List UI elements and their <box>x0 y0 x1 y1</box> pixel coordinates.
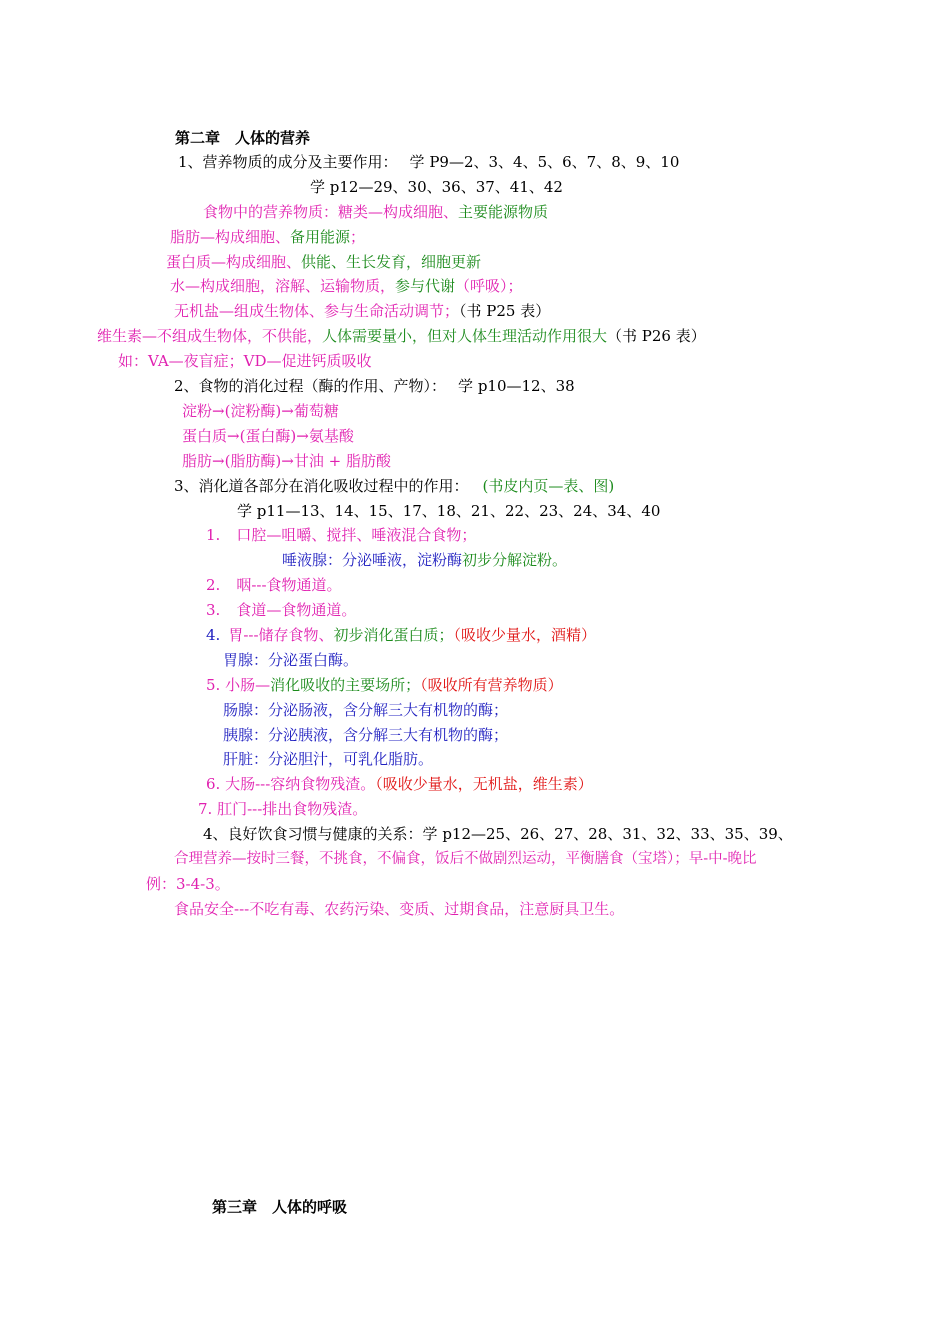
fat-role-a: 脂肪—构成细胞、 <box>170 228 291 246</box>
mouth-role: 口腔—咀嚼、搅拌、唾液混合食物； <box>236 526 477 544</box>
vitamin-line <box>97 326 706 346</box>
saliva-role-b: 初步分解淀粉。 <box>462 551 568 569</box>
mouth-line <box>206 525 476 545</box>
protein-digestion: 蛋白质→(蛋白酶)→氨基酸 <box>182 427 354 445</box>
sugar-role-b: 主要能源物质 <box>458 203 549 221</box>
stomach-absorb: （吸收少量水，酒精） <box>453 626 597 644</box>
esophagus-line <box>206 600 356 620</box>
section-2-refs: 学 p10—12、38 <box>458 377 575 395</box>
water-role-b: 参与代谢 <box>395 277 456 295</box>
food-nutrients-line <box>203 202 548 222</box>
chapter-3-title: 第三章 人体的呼吸 <box>212 1198 348 1216</box>
fat-role-b: 备用能源 <box>290 228 351 246</box>
small-intestine-a: 5. 小肠— <box>206 676 271 694</box>
large-intestine-line <box>206 774 593 794</box>
food-intro: 食物中的营养物质： <box>203 203 339 221</box>
section-3-refs: 学 p11—13、14、15、17、18、21、22、23、24、34、40 <box>237 502 661 520</box>
reasonable-nutrition-a: 合理营养—按时三餐，不挑食，不偏食，饭后不做剧烈运动，平衡膳食（宝塔）；早-中-晚比 <box>174 851 757 867</box>
mineral-role: 无机盐—组成生物体、参与生命活动调节； <box>174 302 460 320</box>
esophagus-role: 食道—食物通道。 <box>236 601 357 619</box>
starch-digestion: 淀粉→(淀粉酶)→葡萄糖 <box>182 402 339 420</box>
fat-role-c: ； <box>350 228 366 246</box>
water-role-c: （呼吸）； <box>455 277 523 295</box>
reasonable-nutrition-b: 例：3-4-3。 <box>146 875 230 893</box>
stomach-line <box>206 625 596 645</box>
section-1-heading: 1、营养物质的成分及主要作用： <box>178 153 398 171</box>
pharynx-number: 2. <box>206 576 221 594</box>
pharynx-line <box>206 575 342 595</box>
large-intestine-absorb: （吸收少量水，无机盐，维生素） <box>375 775 593 793</box>
section-3-line <box>174 476 614 496</box>
protein-role-a: 蛋白质—构成细胞、 <box>166 253 302 271</box>
stomach-role-a: 胃---储存食物、 <box>228 626 334 644</box>
vitamin-role-a: 维生素—不组成生物体，不供能， <box>97 327 323 345</box>
chapter-title: 第二章 人体的营养 <box>175 129 311 147</box>
pharynx-role: 咽---食物通道。 <box>236 576 342 594</box>
protein-role-b: 供能、生长发育，细胞更新 <box>301 253 482 271</box>
mineral-line <box>174 301 550 321</box>
saliva-line <box>282 550 567 570</box>
vitamin-role-b: 人体需要量小，但对人体生理活动作用很大 <box>322 327 608 345</box>
intestinal-gland: 肠腺：分泌肠液，含分解三大有机物的酶； <box>223 701 509 719</box>
mouth-number: 1. <box>206 526 221 544</box>
section-2-line <box>174 376 575 396</box>
sugar-role-a: 糖类—构成细胞、 <box>338 203 459 221</box>
liver: 肝脏：分泌胆汁，可乳化脂肪。 <box>223 750 434 768</box>
water-role-a: 水—构成细胞，溶解、运输物质， <box>170 277 396 295</box>
small-intestine-line <box>206 675 563 695</box>
section-4-heading: 4、良好饮食习惯与健康的关系：学 p12—25、26、27、28、31、32、33、35、39、 <box>203 825 793 843</box>
fat-digestion: 脂肪→(脂肪酶)→甘油 + 脂肪酸 <box>182 452 391 470</box>
vitamin-example: 如：VA—夜盲症；VD—促进钙质吸收 <box>118 352 372 370</box>
anus-line: 7. 肛门---排出食物残渣。 <box>198 800 368 818</box>
esophagus-number: 3. <box>206 601 221 619</box>
mineral-ref: （书 P25 表） <box>459 302 551 320</box>
gastric-gland: 胃腺：分泌蛋白酶。 <box>223 651 359 669</box>
section-1-line <box>178 152 679 172</box>
section-1-refs-b: 学 p12—29、30、36、37、41、42 <box>310 178 563 196</box>
pancreas: 胰腺：分泌胰液，含分解三大有机物的酶； <box>223 726 509 744</box>
saliva-role-a: 唾液腺：分泌唾液，淀粉酶 <box>282 551 463 569</box>
section-1-refs-a: 学 P9—2、3、4、5、6、7、8、9、10 <box>409 153 680 171</box>
water-line <box>170 276 523 296</box>
small-intestine-absorb: （吸收所有营养物质） <box>420 676 563 694</box>
small-intestine-b: 消化吸收的主要场所； <box>270 676 421 694</box>
fat-line <box>170 227 365 247</box>
large-intestine-a: 6. 大肠---容纳食物残渣。 <box>206 775 376 793</box>
food-safety: 食品安全---不吃有毒、农药污染、变质、过期食品，注意厨具卫生。 <box>174 900 625 918</box>
stomach-role-b: 初步消化蛋白质； <box>333 626 454 644</box>
section-3-heading: 3、消化道各部分在消化吸收过程中的作用： <box>174 477 469 495</box>
section-3-note: (书皮内页—表、图) <box>482 477 615 495</box>
section-2-heading: 2、食物的消化过程（酶的作用、产物）： <box>174 377 447 395</box>
protein-line <box>166 252 481 272</box>
stomach-number: 4. <box>206 626 221 644</box>
vitamin-ref: （书 P26 表） <box>607 327 706 345</box>
